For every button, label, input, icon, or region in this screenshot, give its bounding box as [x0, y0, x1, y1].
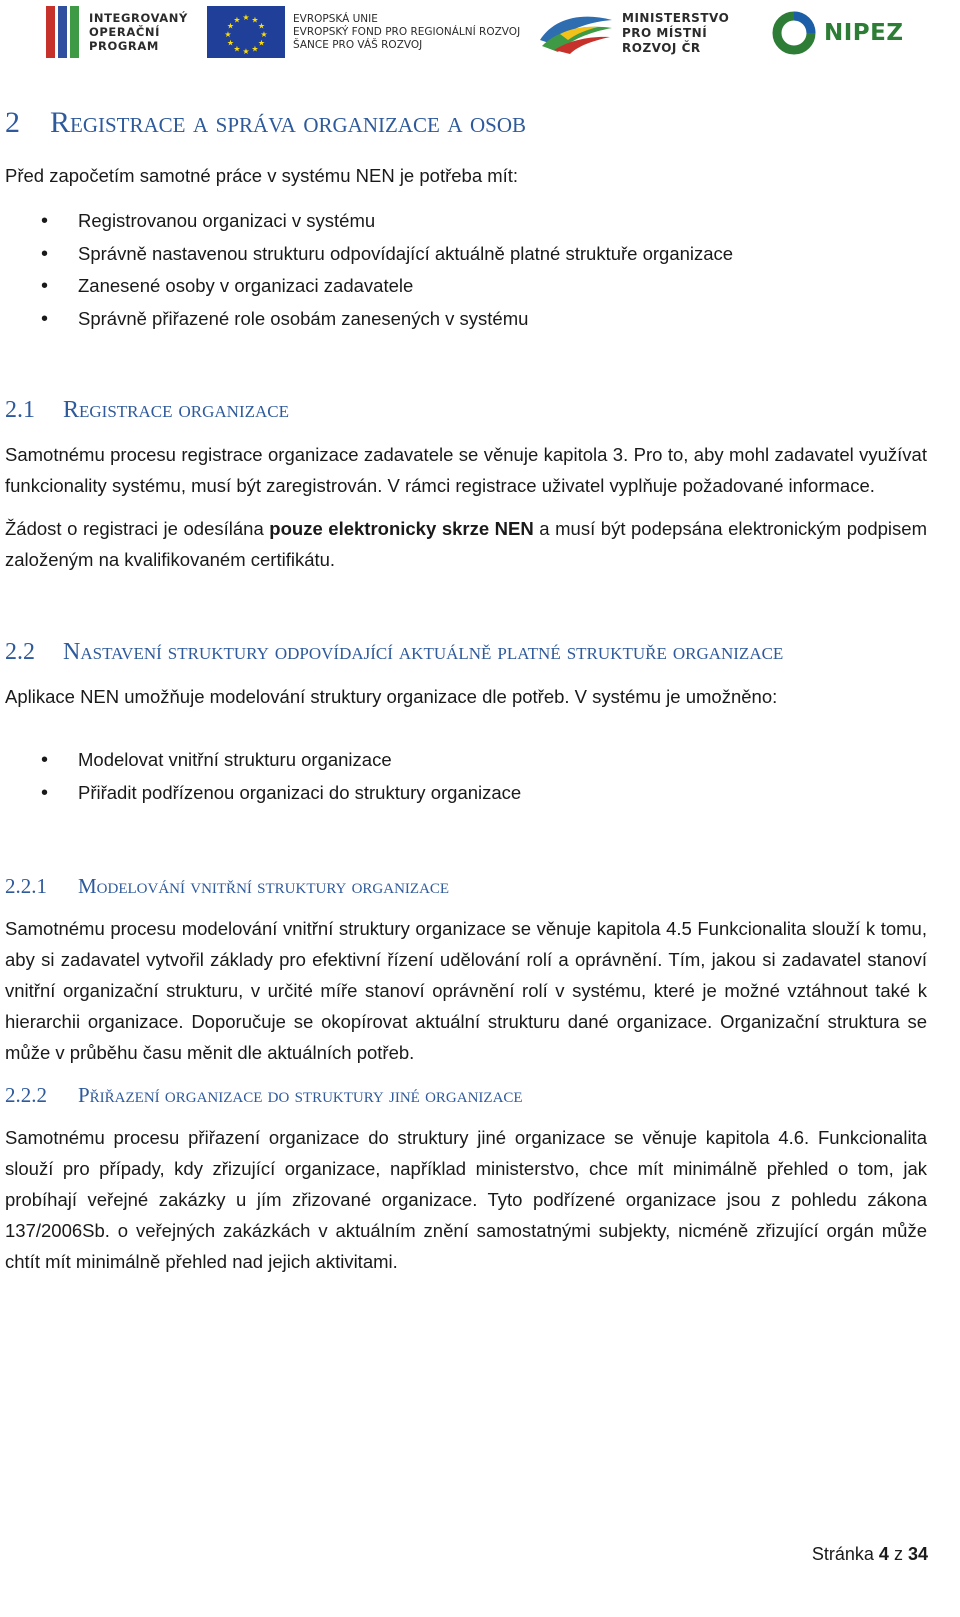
section-heading [5, 393, 927, 427]
paragraph: Samotnému procesu přiřazení organizace do struktury jiné organizace se věnuje kapitola 4.6. Funkcionalita slouží pro případy, kdy zřizující organizace, například ministerstvo, chce mít minimálně přehled o tom, jak probíhají veřejné zakázky u jím zřizované organizace. Tyto podřízené organizace jsou z pohledu zákona 137/2006Sb. o veřejných zakázkách v aktuálním znění samostatnými subjekty, nicméně zřizující orgán může chtít mít minimálně přehled nad jejich aktivitami. [5, 1127, 927, 1272]
svg-text:★: ★ [242, 13, 250, 22]
paragraph: Aplikace NEN umožňuje modelování struktury organizace dle potřeb. V systému je umožněno: [5, 686, 778, 707]
page-number [812, 1544, 928, 1565]
list-item: • Zanesené osoby v organizaci zadavatele [5, 270, 927, 303]
svg-text:★: ★ [257, 21, 266, 31]
bullet-list [5, 205, 927, 335]
paragraph: Samotnému procesu registrace organizace zadavatele se věnuje kapitola 3. Pro to, aby mohl zadavatel využívat funkcionality systému, musí být zaregistrován. V rámci registrace uživatel vyplňuje požadované informace. [5, 444, 927, 496]
svg-text:★: ★ [242, 47, 250, 56]
eu-logo [207, 6, 520, 58]
iop-logo [46, 6, 188, 58]
iop-logo-bars [46, 6, 79, 58]
mmr-logo-line: MINISTERSTVO [622, 10, 730, 25]
page-label: Stránka [811, 1544, 874, 1564]
page-separator: z [893, 1544, 903, 1564]
svg-text:★: ★ [257, 38, 266, 48]
paragraph: Samotnému procesu modelování vnitřní struktury organizace se věnuje kapitola 4.5 Funkcionalita slouží k tomu, aby si zadavatel vytvořil základy pro efektivní řízení udělování rolí a oprávnění. Tím, jakou si zadavatel stanoví vnitřní organizační strukturu, v určité míře stanoví oprávnění rolí v systému, které je možné vztáhnout také k hierarchii organizace. Doporučuje se okopírovat aktuální strukturu dané organizace. Organizační struktura se může v průběhu času měnit dle aktuálních potřeb. [5, 918, 927, 1063]
iop-logo-line: INTEGROVANÝ [89, 11, 188, 25]
section-number: 2.1 [5, 397, 35, 423]
section-title: Přiřazení organizace do struktury jiné organizace [78, 1083, 523, 1107]
list-item: • Přiřadit podřízenou organizaci do struktury organizace [5, 777, 927, 810]
section-title: Registrace organizace [63, 397, 289, 423]
mmr-logo-line: PRO MÍSTNÍ [622, 25, 708, 40]
logo-strip [0, 0, 960, 70]
paragraph-text: a musí být podepsána elektronickým podpisem založeným na kvalifikovaném certifikátu. [5, 518, 927, 570]
mmr-logo-line: ROZVOJ ČR [622, 40, 701, 55]
svg-text:★: ★ [251, 15, 259, 25]
section-number: 2 [5, 106, 20, 139]
iop-logo-line: OPERAČNÍ [89, 25, 160, 39]
paragraph-text: Žádost o registraci je odesílána [5, 518, 270, 539]
section-heading [5, 102, 927, 144]
eu-logo-line: ŠANCE PRO VÁŠ ROZVOJ [293, 38, 423, 51]
document-body [5, 98, 927, 1277]
nipez-logo [770, 8, 904, 58]
bullet-list [5, 744, 927, 809]
svg-text:★: ★ [226, 38, 235, 48]
current-page: 4 [878, 1544, 889, 1564]
list-item: • Správně nastavenou strukturu odpovídající aktuálně platné struktuře organizace [5, 238, 927, 271]
svg-text:★: ★ [251, 44, 259, 54]
section-heading [5, 635, 927, 669]
svg-text:★: ★ [226, 21, 235, 31]
eu-logo-line: EVROPSKÝ FOND PRO REGIONÁLNÍ ROZVOJ [293, 25, 521, 38]
emphasis-text: pouze elektronicky skrze NEN [269, 518, 534, 539]
mmr-emblem-icon [536, 10, 616, 56]
mmr-logo [536, 8, 729, 58]
section-title: Registrace a správa organizace a osob [50, 106, 527, 139]
eu-flag-icon [207, 6, 285, 58]
svg-text:★: ★ [233, 15, 241, 25]
paragraph [5, 513, 927, 575]
svg-text:★: ★ [233, 44, 241, 54]
total-pages: 34 [907, 1544, 928, 1564]
section-number: 2.2.1 [5, 874, 47, 898]
section-number: 2.2 [5, 639, 35, 665]
list-item: • Registrovanou organizaci v systému [5, 205, 927, 238]
list-item: • Správně přiřazené role osobám zanesených v systému [5, 303, 927, 336]
eu-logo-line: EVROPSKÁ UNIE [293, 12, 378, 25]
section-number: 2.2.2 [5, 1083, 47, 1107]
section-heading [5, 1080, 927, 1110]
paragraph: Před započetím samotné práce v systému NEN je potřeba mít: [5, 165, 519, 186]
svg-text:★: ★ [224, 30, 232, 39]
svg-text:★: ★ [260, 30, 268, 39]
list-item: • Modelovat vnitřní strukturu organizace [5, 744, 927, 777]
nipez-ring-icon [770, 9, 818, 57]
section-heading [5, 871, 927, 901]
section-title: Modelování vnitřní struktury organizace [78, 874, 450, 898]
iop-logo-line: PROGRAM [89, 39, 159, 53]
nipez-logo-text: NIPEZ [824, 20, 904, 46]
section-title: Nastavení struktury odpovídající aktuálně platné struktuře organizace [63, 639, 784, 665]
